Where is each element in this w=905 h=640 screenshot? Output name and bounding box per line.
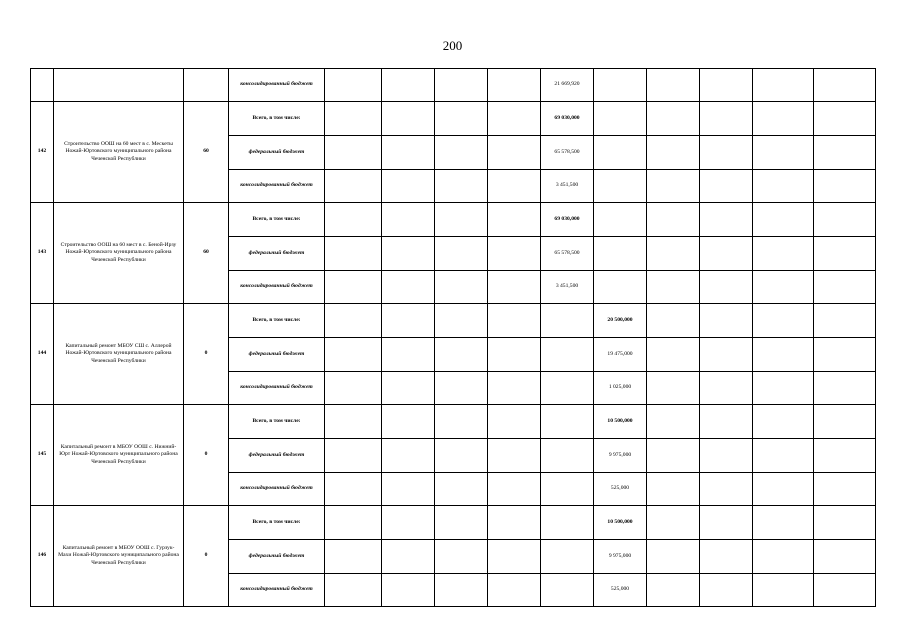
amount-cell: 19 475,000 (594, 338, 647, 372)
table-row (31, 304, 876, 338)
table-body (31, 69, 876, 607)
row-number-cell: 146 (31, 506, 54, 607)
amount-cell: 69 030,000 (541, 102, 594, 136)
funding-source-cell: консолидированный бюджет (229, 473, 325, 506)
amount-cell: 65 578,500 (541, 237, 594, 271)
amount-cell: 10 500,000 (594, 506, 647, 540)
amount-cell: 525,000 (594, 574, 647, 607)
capacity-cell: 60 (184, 203, 229, 304)
page-number: 200 (442, 38, 463, 53)
funding-source-cell: консолидированный бюджет (229, 574, 325, 607)
funding-source-cell: консолидированный бюджет (229, 170, 325, 203)
funding-source-cell: консолидированный бюджет (229, 69, 325, 102)
amount-cell: 21 669,920 (541, 69, 594, 102)
row-number-cell: 143 (31, 203, 54, 304)
amount-cell: 3 451,500 (541, 271, 594, 304)
table-row (31, 69, 876, 102)
funding-source-cell: Всего, в том числе: (229, 405, 325, 439)
amount-cell: 9 975,000 (594, 439, 647, 473)
project-name-cell: Капитальный ремонт МБОУ СШ с. Аллерой Ножай-Юртовского муниципального района Чеченской Республики (54, 304, 184, 405)
project-name-cell: Капитальный ремонт в МБОУ ООШ с. Нижний-Юрт Ножай-Юртовского муниципального района Чеченской Республики (54, 405, 184, 506)
table-row (31, 405, 876, 439)
funding-source-cell: Всего, в том числе: (229, 203, 325, 237)
funding-source-cell: консолидированный бюджет (229, 372, 325, 405)
funding-source-cell: федеральный бюджет (229, 338, 325, 372)
amount-cell: 525,000 (594, 473, 647, 506)
amount-cell: 69 030,000 (541, 203, 594, 237)
funding-source-cell: федеральный бюджет (229, 439, 325, 473)
row-number-cell: 144 (31, 304, 54, 405)
table-row (31, 506, 876, 540)
capacity-cell: 60 (184, 102, 229, 203)
amount-cell: 9 975,000 (594, 540, 647, 574)
project-name-cell: Строительство ООШ на 60 мест в с. Мескеты Ножай-Юртовского муниципального района Чеченской Республики (54, 102, 184, 203)
budget-table (30, 68, 876, 607)
funding-source-cell: Всего, в том числе: (229, 304, 325, 338)
funding-source-cell: федеральный бюджет (229, 136, 325, 170)
row-number-cell: 145 (31, 405, 54, 506)
funding-source-cell: консолидированный бюджет (229, 271, 325, 304)
project-name-cell: Капитальный ремонт в МБОУ ООШ с. Гурзук-Махи Ножай-Юртовского муниципального района Чеченской Республики (54, 506, 184, 607)
table-row (31, 203, 876, 237)
amount-cell: 3 451,500 (541, 170, 594, 203)
funding-source-cell: Всего, в том числе: (229, 102, 325, 136)
amount-cell: 1 025,000 (594, 372, 647, 405)
capacity-cell: 0 (184, 506, 229, 607)
amount-cell: 20 500,000 (594, 304, 647, 338)
funding-source-cell: федеральный бюджет (229, 540, 325, 574)
table-row (31, 102, 876, 136)
capacity-cell: 0 (184, 304, 229, 405)
row-number-cell: 142 (31, 102, 54, 203)
amount-cell: 65 578,500 (541, 136, 594, 170)
project-name-cell: Строительство ООШ на 60 мест в с. Беной-Ирзу Ножай-Юртовского муниципального района Чеченской Республики (54, 203, 184, 304)
capacity-cell: 0 (184, 405, 229, 506)
funding-source-cell: федеральный бюджет (229, 237, 325, 271)
funding-source-cell: Всего, в том числе: (229, 506, 325, 540)
amount-cell: 10 500,000 (594, 405, 647, 439)
